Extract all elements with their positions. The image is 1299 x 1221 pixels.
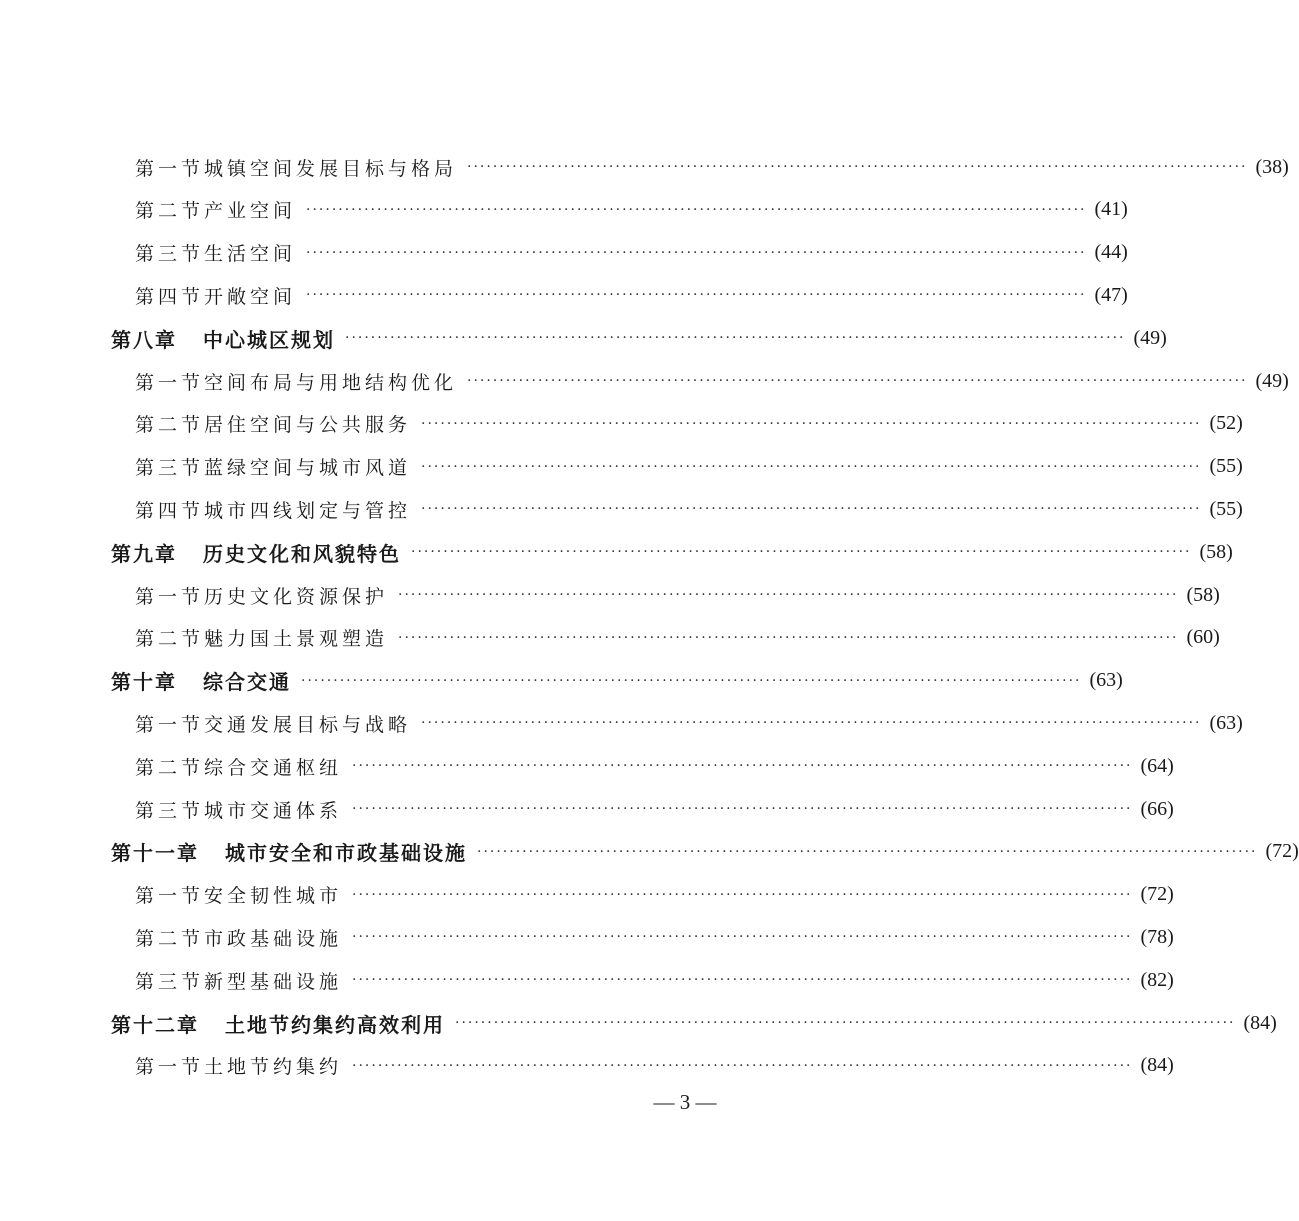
entry-label: 第十章 <box>111 670 177 695</box>
entry-title: 开敞空间 <box>204 285 297 308</box>
entry-label: 第二节 <box>135 200 205 223</box>
entry-label: 第一节 <box>135 1056 205 1079</box>
entry-label: 第一节 <box>135 371 205 394</box>
entry-label: 第十一章 <box>111 841 199 866</box>
entry-title: 交通发展目标与战略 <box>204 713 412 736</box>
entry-title: 中心城区规划 <box>203 327 335 352</box>
dot-leader <box>421 501 1201 517</box>
entry-title: 历史文化资源保护 <box>204 585 389 608</box>
dot-leader <box>467 159 1247 175</box>
entry-page: (47) <box>1094 283 1128 306</box>
toc-section-entry[interactable] <box>0 874 1174 916</box>
dot-leader <box>352 929 1132 945</box>
entry-label: 第三节 <box>135 243 205 266</box>
entry-title: 蓝绿空间与城市风道 <box>204 457 412 480</box>
entry-title: 新型基础设施 <box>204 970 343 993</box>
entry-title: 居住空间与公共服务 <box>204 414 412 437</box>
toc-section-entry[interactable] <box>0 403 1243 445</box>
toc-chapter-entry[interactable] <box>0 660 1123 702</box>
entry-page: (84) <box>1243 1011 1277 1034</box>
toc-chapter-entry[interactable] <box>0 1002 1277 1044</box>
entry-label: 第四节 <box>135 499 205 522</box>
dot-leader <box>421 416 1201 432</box>
toc-section-entry[interactable] <box>0 360 1289 402</box>
entry-title: 城市四线划定与管控 <box>204 499 412 522</box>
dot-leader <box>411 544 1191 560</box>
dot-leader <box>477 844 1257 860</box>
entry-title: 空间布局与用地结构优化 <box>204 371 458 394</box>
toc-section-entry[interactable] <box>0 788 1174 830</box>
entry-label: 第十二章 <box>111 1012 199 1037</box>
toc-chapter-entry[interactable] <box>0 831 1299 873</box>
entry-page: (52) <box>1209 412 1243 435</box>
entry-title: 安全韧性城市 <box>204 885 343 908</box>
dot-leader <box>398 587 1178 603</box>
entry-label: 第三节 <box>135 970 205 993</box>
toc-section-entry[interactable] <box>0 146 1289 188</box>
dot-leader <box>421 459 1201 475</box>
dot-leader <box>301 673 1081 689</box>
entry-page: (44) <box>1094 241 1128 264</box>
entry-label: 第一节 <box>135 585 205 608</box>
dot-leader <box>345 330 1125 346</box>
toc-section-entry[interactable] <box>0 617 1220 659</box>
toc-section-entry[interactable] <box>0 488 1243 530</box>
toc-section-entry[interactable] <box>0 702 1243 744</box>
dot-leader <box>455 1015 1235 1031</box>
dot-leader <box>421 715 1201 731</box>
dot-leader <box>352 887 1132 903</box>
entry-title: 魅力国土景观塑造 <box>204 628 389 651</box>
entry-label: 第四节 <box>135 285 205 308</box>
entry-page: (41) <box>1094 198 1128 221</box>
entry-title: 土地节约集约高效利用 <box>225 1012 445 1037</box>
entry-label: 第三节 <box>135 457 205 480</box>
toc-section-entry[interactable] <box>0 1045 1174 1087</box>
entry-title: 综合交通枢纽 <box>204 756 343 779</box>
dot-leader <box>467 373 1247 389</box>
toc-section-entry[interactable] <box>0 274 1128 316</box>
page-number: — 3 — <box>653 1090 717 1114</box>
dot-leader <box>306 287 1086 303</box>
entry-title: 城市安全和市政基础设施 <box>225 841 467 866</box>
toc-section-entry[interactable] <box>0 446 1243 488</box>
entry-page: (49) <box>1255 369 1289 392</box>
entry-title: 市政基础设施 <box>204 927 343 950</box>
entry-title: 产业空间 <box>204 200 297 223</box>
entry-title: 历史文化和风貌特色 <box>203 541 401 566</box>
entry-label: 第九章 <box>111 541 177 566</box>
entry-label: 第一节 <box>135 157 205 180</box>
toc-section-entry[interactable] <box>0 574 1220 616</box>
entry-label: 第三节 <box>135 799 205 822</box>
entry-page: (63) <box>1089 669 1123 692</box>
entry-page: (72) <box>1265 840 1299 863</box>
dot-leader <box>352 1058 1132 1074</box>
entry-page: (58) <box>1199 540 1233 563</box>
entry-title: 城市交通体系 <box>204 799 343 822</box>
toc-chapter-entry[interactable] <box>0 531 1233 573</box>
entry-label: 第八章 <box>111 327 177 352</box>
entry-page: (55) <box>1209 455 1243 478</box>
entry-title: 城镇空间发展目标与格局 <box>204 157 458 180</box>
toc-section-entry[interactable] <box>0 916 1174 958</box>
entry-label: 第一节 <box>135 885 205 908</box>
dot-leader <box>352 801 1132 817</box>
entry-page: (84) <box>1140 1054 1174 1077</box>
entry-page: (72) <box>1140 883 1174 906</box>
entry-label: 第二节 <box>135 927 205 950</box>
entry-title: 生活空间 <box>204 243 297 266</box>
entry-label: 第二节 <box>135 756 205 779</box>
entry-page: (82) <box>1140 968 1174 991</box>
entry-page: (60) <box>1186 626 1220 649</box>
entry-title: 土地节约集约 <box>204 1056 343 1079</box>
entry-page: (66) <box>1140 797 1174 820</box>
dot-leader <box>398 630 1178 646</box>
entry-page: (38) <box>1255 155 1289 178</box>
entry-page: (63) <box>1209 711 1243 734</box>
dot-leader <box>352 972 1132 988</box>
entry-page: (64) <box>1140 754 1174 777</box>
toc-section-entry[interactable] <box>0 745 1174 787</box>
dot-leader <box>306 202 1086 218</box>
toc-section-entry[interactable] <box>0 189 1128 231</box>
dot-leader <box>306 245 1086 261</box>
entry-page: (78) <box>1140 925 1174 948</box>
toc-chapter-entry[interactable] <box>0 317 1167 359</box>
entry-title: 综合交通 <box>203 670 291 695</box>
toc-section-entry[interactable] <box>0 959 1174 1001</box>
entry-page: (49) <box>1133 326 1167 349</box>
dot-leader <box>352 758 1132 774</box>
entry-page: (58) <box>1186 583 1220 606</box>
entry-label: 第一节 <box>135 713 205 736</box>
entry-label: 第二节 <box>135 414 205 437</box>
entry-label: 第二节 <box>135 628 205 651</box>
entry-page: (55) <box>1209 497 1243 520</box>
toc-section-entry[interactable] <box>0 232 1128 274</box>
